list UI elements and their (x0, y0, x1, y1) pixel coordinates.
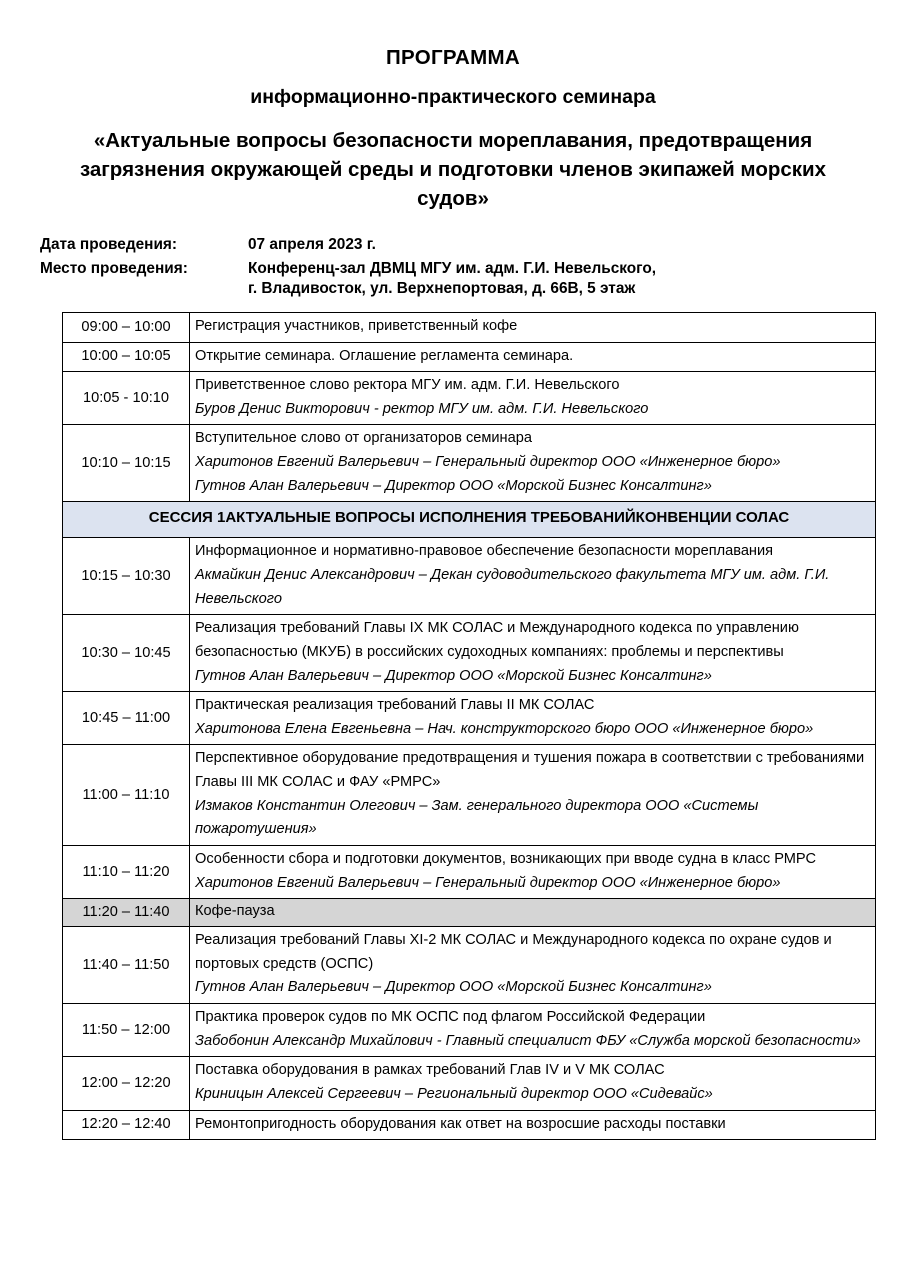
row-time: 12:20 – 12:40 (63, 1110, 190, 1140)
topic-line: Перспективное оборудование предотвращения и тушения пожара в соответствии с требованиями Главы III МК СОЛАС и ФАУ «РМРС» (195, 750, 865, 791)
page-title: ПРОГРАММА (385, 46, 521, 69)
seminar-name-line-1: «Актуальные вопросы безопасности мореплавания, (93, 128, 633, 152)
topic-line: Регистрация участников, приветственный кофе (195, 317, 518, 334)
session-header-cell (63, 502, 876, 538)
row-time: 11:20 – 11:40 (63, 899, 190, 927)
speaker-line: Гутнов Алан Валерьевич – Директор ООО «Морской Бизнес Консалтинг» (195, 477, 712, 494)
table-row (63, 692, 876, 745)
event-date-value: 07 апреля 2023 г. (248, 236, 376, 254)
title-block (30, 44, 876, 213)
row-description (190, 312, 876, 342)
table-row (63, 615, 876, 692)
table-row (63, 745, 876, 846)
row-description (190, 372, 876, 425)
row-description (190, 745, 876, 846)
event-place-value-line-1: Конференц-зал ДВМЦ МГУ им. адм. Г.И. Невельского, (248, 259, 657, 277)
table-row (63, 372, 876, 425)
topic-line: Реализация требований Главы IX МК СОЛАС и Международного кодекса по управлению безопасностью (МКУБ) в российских судоходных компаниях: проблемы и перспективы (195, 620, 799, 660)
table-row (63, 1110, 876, 1140)
row-time: 11:50 – 12:00 (63, 1004, 190, 1057)
table-row (63, 312, 876, 342)
speaker-line: Акмайкин Денис Александрович – Декан судоводительского факультета МГУ им. адм. Г.И. Невельского (195, 566, 830, 607)
session-header-line-2: АКТУАЛЬНЫЕ ВОПРОСЫ ИСПОЛНЕНИЯ ТРЕБОВАНИЙ (225, 509, 636, 527)
table-row (63, 1057, 876, 1110)
seminar-name (30, 126, 876, 213)
table-row (63, 425, 876, 502)
table-row (63, 342, 876, 372)
seminar-name-line-3: членов экипажей морских судов» (417, 157, 827, 210)
row-time: 10:10 – 10:15 (63, 425, 190, 502)
speaker-line: Гутнов Алан Валерьевич – Директор ООО «Морской Бизнес Консалтинг» (195, 667, 712, 684)
speaker-line: Харитонов Евгений Валерьевич – Генеральный директор ООО «Инженерное бюро» (195, 874, 781, 891)
row-description (190, 538, 876, 615)
speaker-line: Измаков Константин Олегович – Зам. генерального директора ООО «Системы пожаротушения» (195, 797, 759, 838)
speaker-line: Забобонин Александр Михайлович - Главный специалист ФБУ «Служба морской безопасности» (195, 1032, 861, 1049)
speaker-line: Криницын Алексей Сергеевич – Региональный директор ООО «Сидевайс» (195, 1086, 713, 1102)
speaker-line: Харитонов Евгений Валерьевич – Генеральный директор ООО «Инженерное бюро» (195, 454, 781, 471)
row-description (190, 342, 876, 372)
row-description (190, 1057, 876, 1110)
row-description (190, 425, 876, 502)
event-meta (30, 233, 876, 298)
topic-line: Информационное и нормативно-правовое обеспечение безопасности мореплавания (195, 543, 774, 560)
event-place-value-line-2: г. Владивосток, ул. Верхнепортовая, д. 66В, 5 этаж (248, 279, 636, 297)
row-description (190, 899, 876, 927)
event-place-label: Место проведения: (40, 259, 188, 277)
row-description (190, 615, 876, 692)
topic-line: Особенности сбора и подготовки документов, возникающих при вводе судна в класс РМРС (195, 850, 817, 867)
table-row (63, 845, 876, 898)
speaker-line: Харитонова Елена Евгеньевна – Нач. конструкторского бюро ООО «Инженерное бюро» (195, 720, 814, 737)
topic-line: Практическая реализация требований Главы II МК СОЛАС (195, 697, 595, 714)
topic-line: Ремонтопригодность оборудования как ответ на возросшие расходы поставки (195, 1115, 726, 1132)
session-header-row (63, 502, 876, 538)
table-row (63, 1004, 876, 1057)
topic-line: Вступительное слово от организаторов семинара (195, 430, 532, 447)
row-time: 10:15 – 10:30 (63, 538, 190, 615)
topic-line: Приветственное слово ректора МГУ им. адм. Г.И. Невельского (195, 377, 620, 394)
session-header-line-3: КОНВЕНЦИИ СОЛАС (635, 509, 790, 527)
session-header-line-1: СЕССИЯ 1 (148, 509, 226, 527)
program-table-body (63, 312, 876, 1139)
row-time: 09:00 – 10:00 (63, 312, 190, 342)
row-description (190, 1004, 876, 1057)
topic-line: Кофе-пауза (195, 903, 275, 920)
row-time: 11:00 – 11:10 (63, 745, 190, 846)
row-time: 12:00 – 12:20 (63, 1057, 190, 1110)
topic-line: Поставка оборудования в рамках требований Глав IV и V МК СОЛАС (195, 1062, 665, 1079)
row-description (190, 692, 876, 745)
speaker-line: Гутнов Алан Валерьевич – Директор ООО «Морской Бизнес Консалтинг» (195, 979, 712, 996)
event-date-label: Дата проведения: (40, 236, 178, 254)
row-description (190, 845, 876, 898)
program-table (62, 312, 876, 1140)
event-place-row (40, 257, 876, 280)
row-time: 10:05 - 10:10 (63, 372, 190, 425)
row-time: 10:30 – 10:45 (63, 615, 190, 692)
seminar-name-line-2: предотвращения загрязнения окружающей среды и подготовки (79, 128, 813, 181)
topic-line: Открытие семинара. Оглашение регламента семинара. (195, 347, 574, 364)
row-time: 10:45 – 11:00 (63, 692, 190, 745)
topic-line: Реализация требований Главы XI-2 МК СОЛАС и Международного кодекса по охране судов и портовых средств (ОСПС) (195, 932, 832, 972)
table-row (63, 538, 876, 615)
speaker-line: Буров Денис Викторович - ректор МГУ им. адм. Г.И. Невельского (195, 400, 649, 417)
row-description (190, 1110, 876, 1140)
row-time: 10:00 – 10:05 (63, 342, 190, 372)
row-description (190, 927, 876, 1004)
page-subtitle: информационно-практического семинара (250, 86, 656, 109)
event-date-row (40, 233, 876, 256)
topic-line: Практика проверок судов по МК ОСПС под флагом Российской Федерации (195, 1009, 706, 1026)
row-time: 11:40 – 11:50 (63, 927, 190, 1004)
table-row (63, 927, 876, 1004)
row-time: 11:10 – 11:20 (63, 845, 190, 898)
table-row (63, 899, 876, 927)
